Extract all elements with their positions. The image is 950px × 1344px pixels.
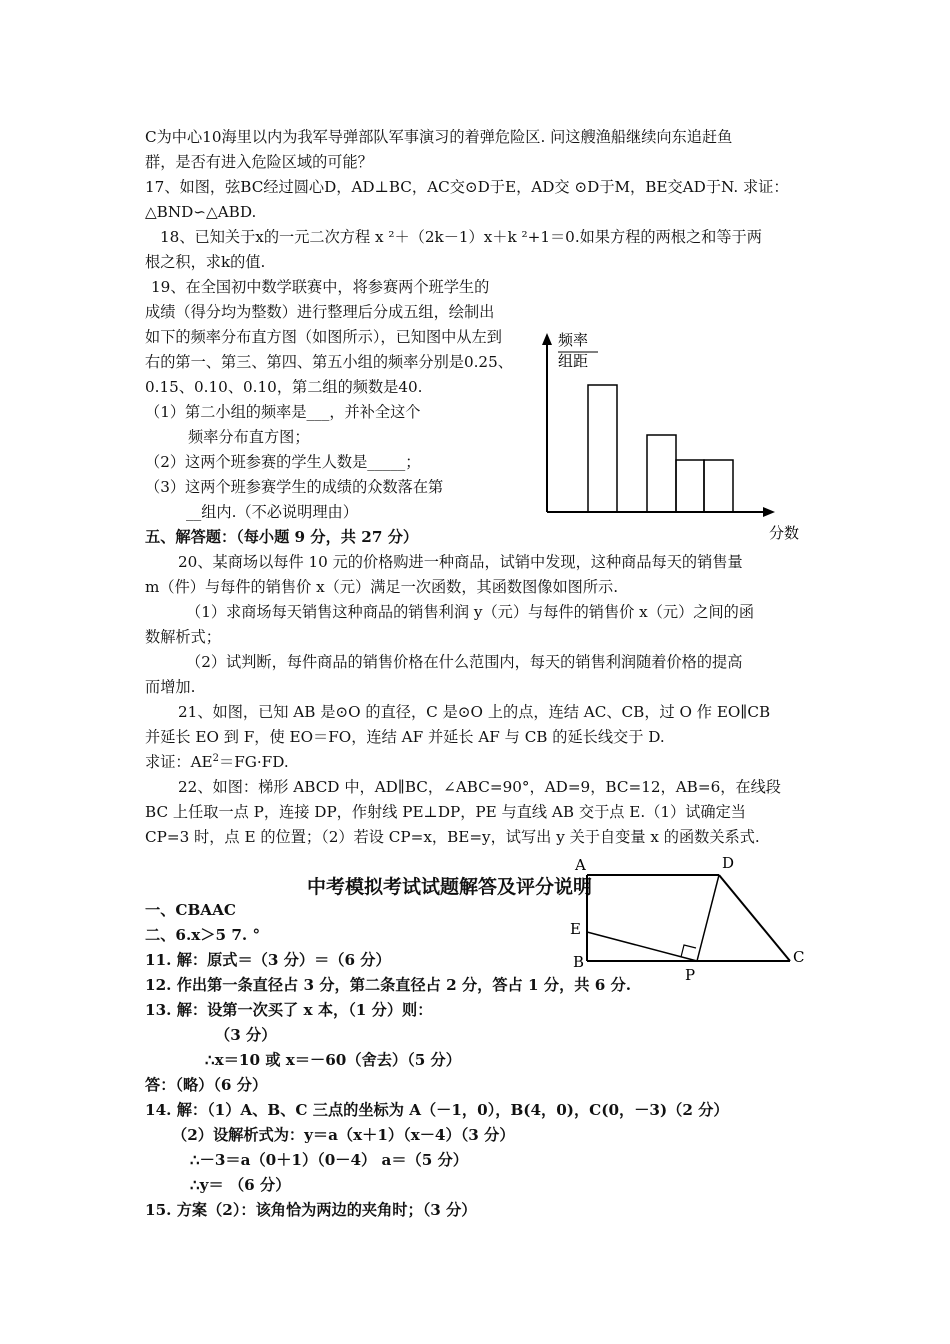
text-line: BC 上任取一点 P，连接 DP，作射线 PE⊥DP，PE 与直线 AB 交于点 E.（1）试确定当 [145, 803, 746, 821]
text-line: 20、某商场以每件 10 元的价格购进一种商品，试销中发现，这种商品每天的销售量 [178, 553, 743, 571]
y-axis-arrow [542, 333, 552, 345]
histogram-bar [676, 460, 704, 512]
text-line: C为中心10海里以内为我军导弹部队军事演习的着弹危险区. 问这艘渔船继续向东追赶鱼 [145, 128, 733, 146]
answer-line: 13. 解：设第一次买了 x 本，（1 分）则： [145, 1001, 433, 1019]
superscript: 2 [212, 752, 219, 764]
frequency-histogram [530, 325, 820, 550]
text-line: m（件）与每件的销售价 x（元）满足一次函数，其函数图像如图所示. [145, 578, 619, 596]
answer-line: 一、CBAAC [145, 901, 236, 919]
point-label: P [685, 966, 696, 984]
histogram-bar [704, 460, 733, 512]
x-label: 分数 [769, 524, 800, 542]
answer-line: ∴－3＝a（0＋1）（0－4） a＝（5 分） [190, 1151, 468, 1169]
text-line: __组内.（不必说明理由） [186, 503, 358, 521]
text-line: 17、如图，弦BC经过圆心D，AD⊥BC，AC交⊙D于E，AD交 ⊙D于M，BE交AD于N. 求证： [145, 178, 789, 196]
text-line: 21、如图，已知 AB 是⊙O 的直径，C 是⊙O 上的点，连结 AC、CB，过 O 作 EO∥CB [178, 703, 771, 721]
text-line: 如下的频率分布直方图（如图所示），已知图中从左到 [145, 328, 502, 346]
y-label-bottom: 组距 [558, 352, 589, 370]
answer-line: （3 分） [215, 1026, 277, 1044]
text-line: 成绩（得分均为整数）进行整理后分成五组，绘制出 [145, 303, 495, 321]
text-fragment: 求证：AE [145, 753, 213, 771]
answer-line: ∴x＝10 或 x＝－60（舍去）（5 分） [205, 1051, 461, 1069]
text-line: 22、如图：梯形 ABCD 中，AD∥BC，∠ABC=90°，AD=9，BC=12，AB=6，在线段 [178, 778, 781, 796]
histogram-bar [588, 385, 617, 512]
segment-DC [719, 875, 790, 961]
text-line: 18、已知关于x的一元二次方程 x ²＋（2k－1）x＋k ²+1＝0.如果方程的两根之和等于两 [160, 228, 762, 246]
text-line: 19、在全国初中数学联赛中，将参赛两个班学生的 [151, 278, 490, 296]
text-line: △BND∽△ABD. [145, 203, 257, 221]
answer-line: 14. 解：（1）A、B、C 三点的坐标为 A（－1，0），B(4，0)，C(0，－3)（2 分） [145, 1101, 729, 1119]
text-line: 0.15、0.10、0.10，第二组的频数是40. [145, 378, 423, 396]
answers-title: 中考模拟考试试题解答及评分说明 [307, 876, 593, 898]
text-line: 右的第一、第三、第四、第五小组的频率分别是0.25、 [145, 353, 513, 371]
answer-line: 答：（略）（6 分） [145, 1076, 268, 1094]
text-line: 并延长 EO 到 F，使 EO＝FO，连结 AF 并延长 AF 与 CB 的延长线交于 D. [145, 728, 665, 746]
point-label: D [722, 854, 735, 872]
text-line: 数解析式； [145, 628, 221, 646]
text-line: （2）这两个班参赛的学生人数是_____； [145, 453, 421, 471]
answer-line: （2）设解析式为：y＝a（x＋1）（x－4）（3 分） [172, 1126, 515, 1144]
text-line: 群，是否有进入危险区域的可能？ [145, 153, 373, 171]
answer-line: ∴y＝ （6 分） [190, 1176, 291, 1194]
text-line: （1）第二小组的频率是___，并补全这个 [145, 403, 421, 421]
trapezoid-figure [565, 850, 815, 990]
text-line: （2）试判断，每件商品的销售价格在什么范围内，每天的销售利润随着价格的提高 [186, 653, 743, 671]
text-line: 频率分布直方图； [188, 428, 310, 446]
x-axis-arrow [763, 507, 775, 517]
point-label: E [570, 920, 581, 938]
answer-line: 15. 方案（2）：该角恰为两边的夹角时；（3 分） [145, 1201, 477, 1219]
histogram-bar [647, 435, 676, 512]
point-label: C [793, 948, 805, 966]
text-line [145, 752, 289, 772]
answer-line: 12. 作出第一条直径占 3 分，第二条直径占 2 分，答占 1 分，共 6 分. [145, 976, 632, 994]
text-line: 根之积，求k的值. [145, 253, 266, 271]
point-label: B [573, 953, 585, 971]
text-line: （1）求商场每天销售这种商品的销售利润 y（元）与每件的销售价 x（元）之间的函 [186, 603, 755, 621]
text-line: （3）这两个班参赛学生的成绩的众数落在第 [145, 478, 444, 496]
answer-line: 二、6.x＞5 7. ° [145, 926, 261, 944]
text-line: CP=3 时，点 E 的位置；（2）若设 CP=x，BE=y，试写出 y 关于自变量 x 的函数关系式. [145, 828, 760, 846]
section-heading: 五、解答题：（每小题 9 分，共 27 分） [145, 528, 419, 546]
point-label: A [575, 856, 586, 874]
answer-line: 11. 解：原式＝（3 分）＝（6 分） [145, 951, 391, 969]
text-fragment: ＝FG·FD. [219, 753, 289, 771]
segment-DP [697, 875, 719, 961]
right-angle-mark [681, 945, 696, 957]
y-label-top: 频率 [558, 331, 589, 349]
text-line: 而增加. [145, 678, 196, 696]
